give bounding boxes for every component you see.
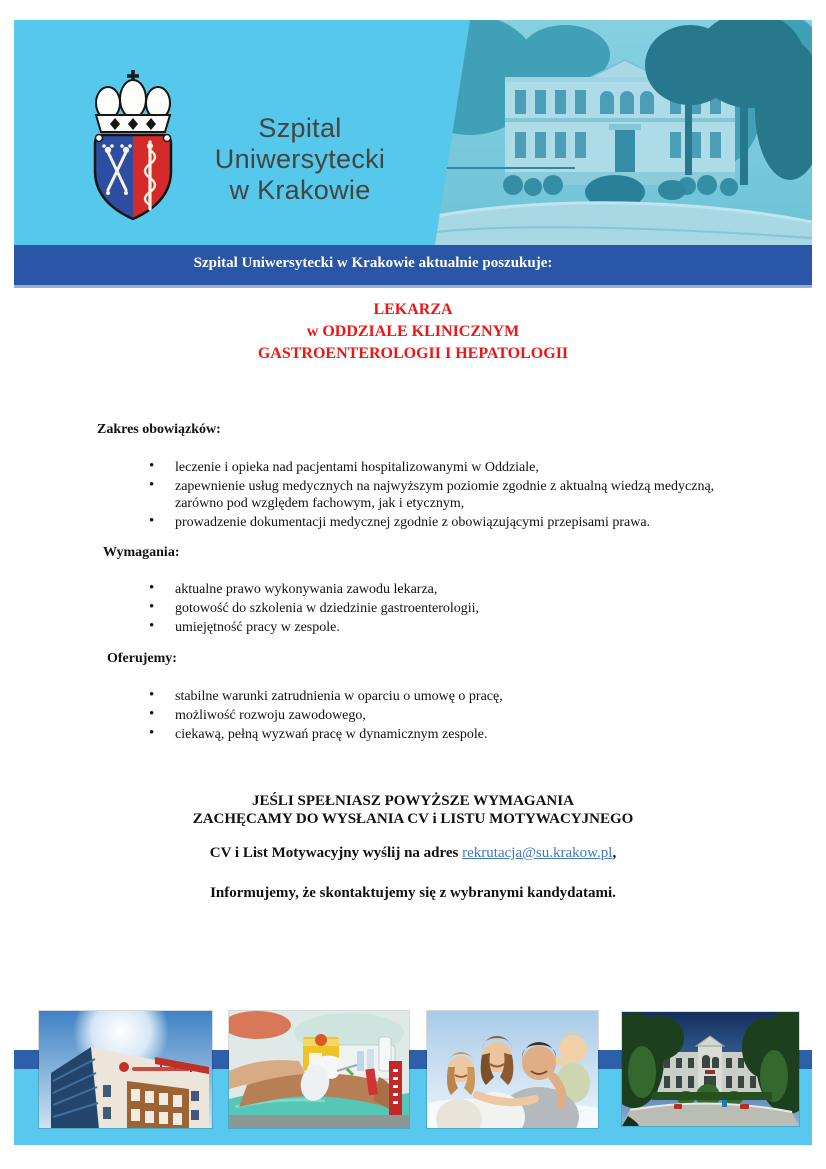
responsibilities-list [140,459,745,533]
list-item: • możliwość rozwoju zawodowego, [140,707,745,724]
cta-note: Informujemy, że skontaktujemy się z wybranymi kandydatami. [210,885,616,901]
offer-list [140,688,745,745]
job-title-line-3: GASTROENTEROLOGII I HEPATOLOGII [257,345,569,362]
list-item: • ciekawą, pełną wyzwań pracę w dynamicznym zespole. [140,726,745,743]
banner [14,245,812,288]
historic-hospital-building-image [622,1012,799,1126]
modern-hospital-building-image [39,1011,212,1128]
list-item: • gotowość do szkolenia w dziedzinie gastroenterologii, [140,600,745,617]
list-item: • aktualne prawo wykonywania zawodu lekarza, [140,581,745,598]
cta-heading-line-2: ZACHĘCAMY DO WYSŁANIA CV i LISTU MOTYWACYJNEGO [192,811,634,827]
family-image [427,1011,598,1128]
cta-send-line [0,845,826,862]
section-heading-offer: Oferujemy: [107,651,177,666]
header-building-photo [435,20,812,245]
list-item: • prowadzenie dokumentacji medycznej zgodnie z obowiązującymi przepisami prawa. [140,514,745,531]
list-item: • umiejętność pracy w zespole. [140,619,745,636]
list-item: • leczenie i opieka nad pacjentami hospitalizowanymi w Oddziale, [140,459,745,476]
list-item: • zapewnienie usług medycznych na najwyższym poziomie zgodnie z aktualną wiedzą medyczną, zarówno pod względem fachowym, jak i etycznym, [140,478,745,512]
cta-heading [0,792,826,828]
requirements-list [140,581,745,638]
hospital-name-line-3: w Krakowie [229,175,371,205]
footer-photo-historic-hospital-building [622,1012,799,1126]
job-title [0,299,826,365]
hospital-name-line-2: Uniwersytecki [214,144,386,174]
footer-photo-modern-hospital-building [39,1011,212,1128]
list-item: • stabilne warunki zatrudnienia w oparciu o umowę o pracę, [140,688,745,705]
email-link[interactable]: rekrutacja@su.krakow.pl [462,845,613,861]
banner-text: Szpital Uniwersytecki w Krakowie aktualnie poszukuje: [193,255,553,271]
blood-draw-image [229,1011,409,1128]
footer-photo-blood-draw [229,1011,409,1128]
job-title-line-2: w ODDZIALE KLINICZNYM [306,323,520,340]
job-title-line-1: LEKARZA [373,301,453,318]
historic-building-scene [435,20,812,245]
hospital-name [160,113,440,206]
cta-send-suffix: , [612,845,617,861]
section-heading-requirements: Wymagania: [103,545,180,560]
cta-heading-line-1: JEŚLI SPEŁNIASZ POWYŻSZE WYMAGANIA [252,793,574,809]
cta-send-prefix: CV i List Motywacyjny wyślij na adres [209,845,463,861]
header [14,20,812,245]
section-heading-responsibilities: Zakres obowiązków: [97,422,221,437]
hospital-name-line-1: Szpital [258,113,342,143]
footer-photo-family [427,1011,598,1128]
